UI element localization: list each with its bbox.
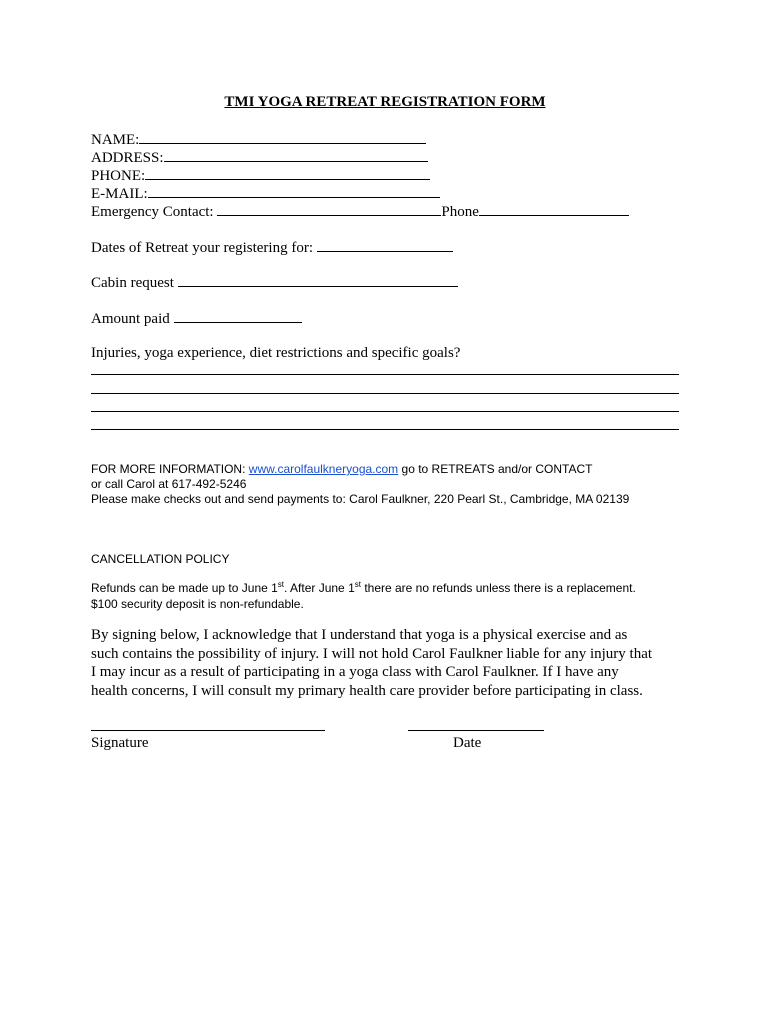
name-field[interactable] <box>139 129 426 144</box>
payment-line: Please make checks out and send payments to: Carol Faulkner, 220 Pearl St., Cambridge, MA 02139 <box>91 492 630 506</box>
call-line: or call Carol at 617-492-5246 <box>91 477 247 491</box>
name-label: NAME: <box>91 132 140 148</box>
amount-row <box>91 308 302 328</box>
date-line[interactable] <box>408 730 544 731</box>
name-row <box>91 129 426 149</box>
dates-label: Dates of Retreat your registering for: <box>91 240 314 256</box>
injuries-line-4[interactable] <box>91 429 679 430</box>
address-label: ADDRESS: <box>91 150 164 166</box>
more-info-suffix: go to RETREATS and/or CONTACT <box>401 462 593 476</box>
deposit-line: $100 security deposit is non-refundable. <box>91 597 304 611</box>
refund-line <box>91 581 636 596</box>
website-link[interactable]: www.carolfaulkneryoga.com <box>248 462 399 476</box>
signature-line[interactable] <box>91 730 325 731</box>
signature-label: Signature <box>91 735 149 751</box>
injuries-line-3[interactable] <box>91 411 679 412</box>
injuries-line-1[interactable] <box>91 374 679 375</box>
cabin-field[interactable] <box>178 272 458 287</box>
cabin-row <box>91 272 458 292</box>
more-info-line <box>91 462 592 477</box>
injuries-label: Injuries, yoga experience, diet restrictions and specific goals? <box>91 345 461 361</box>
emergency-row <box>91 201 629 221</box>
cancellation-heading: CANCELLATION POLICY <box>91 552 230 566</box>
phone-row <box>91 165 430 185</box>
email-row <box>91 183 440 203</box>
amount-field[interactable] <box>174 308 302 323</box>
date-label: Date <box>453 735 482 751</box>
more-info-label: FOR MORE INFORMATION: <box>91 462 246 476</box>
form-title: TMI YOGA RETREAT REGISTRATION FORM <box>224 94 546 110</box>
cabin-label: Cabin request <box>91 275 174 291</box>
dates-field[interactable] <box>317 237 453 252</box>
refund-sup-2: st <box>354 580 361 589</box>
address-field[interactable] <box>164 147 428 162</box>
phone-field[interactable] <box>145 165 430 180</box>
refund-sup-1: st <box>277 580 285 589</box>
email-label: E-MAIL: <box>91 186 148 202</box>
emergency-contact-label: Emergency Contact: <box>91 204 214 220</box>
waiver-text: By signing below, I acknowledge that I understand that yoga is a physical exercise and as such contains the possibility of injury. I will not hold Carol Faulkner liable for any injury that I may incur as a result of participating in a yoga class with Carol Faulkner. If I have any health concerns, I will consult my primary health care provider before participating in class. <box>91 627 653 699</box>
dates-row <box>91 237 453 257</box>
email-field[interactable] <box>148 183 440 198</box>
emergency-phone-field[interactable] <box>479 201 629 216</box>
emergency-contact-field[interactable] <box>217 201 441 216</box>
phone-label: PHONE: <box>91 168 146 184</box>
emergency-phone-label: Phone <box>441 204 479 220</box>
refund-text-1: Refunds can be made up to June 1 <box>91 581 278 595</box>
address-row <box>91 147 428 167</box>
injuries-line-2[interactable] <box>91 393 679 394</box>
refund-text-3: there are no refunds unless there is a replacement. <box>360 581 636 595</box>
refund-text-2: . After June 1 <box>284 581 355 595</box>
amount-label: Amount paid <box>91 311 170 327</box>
